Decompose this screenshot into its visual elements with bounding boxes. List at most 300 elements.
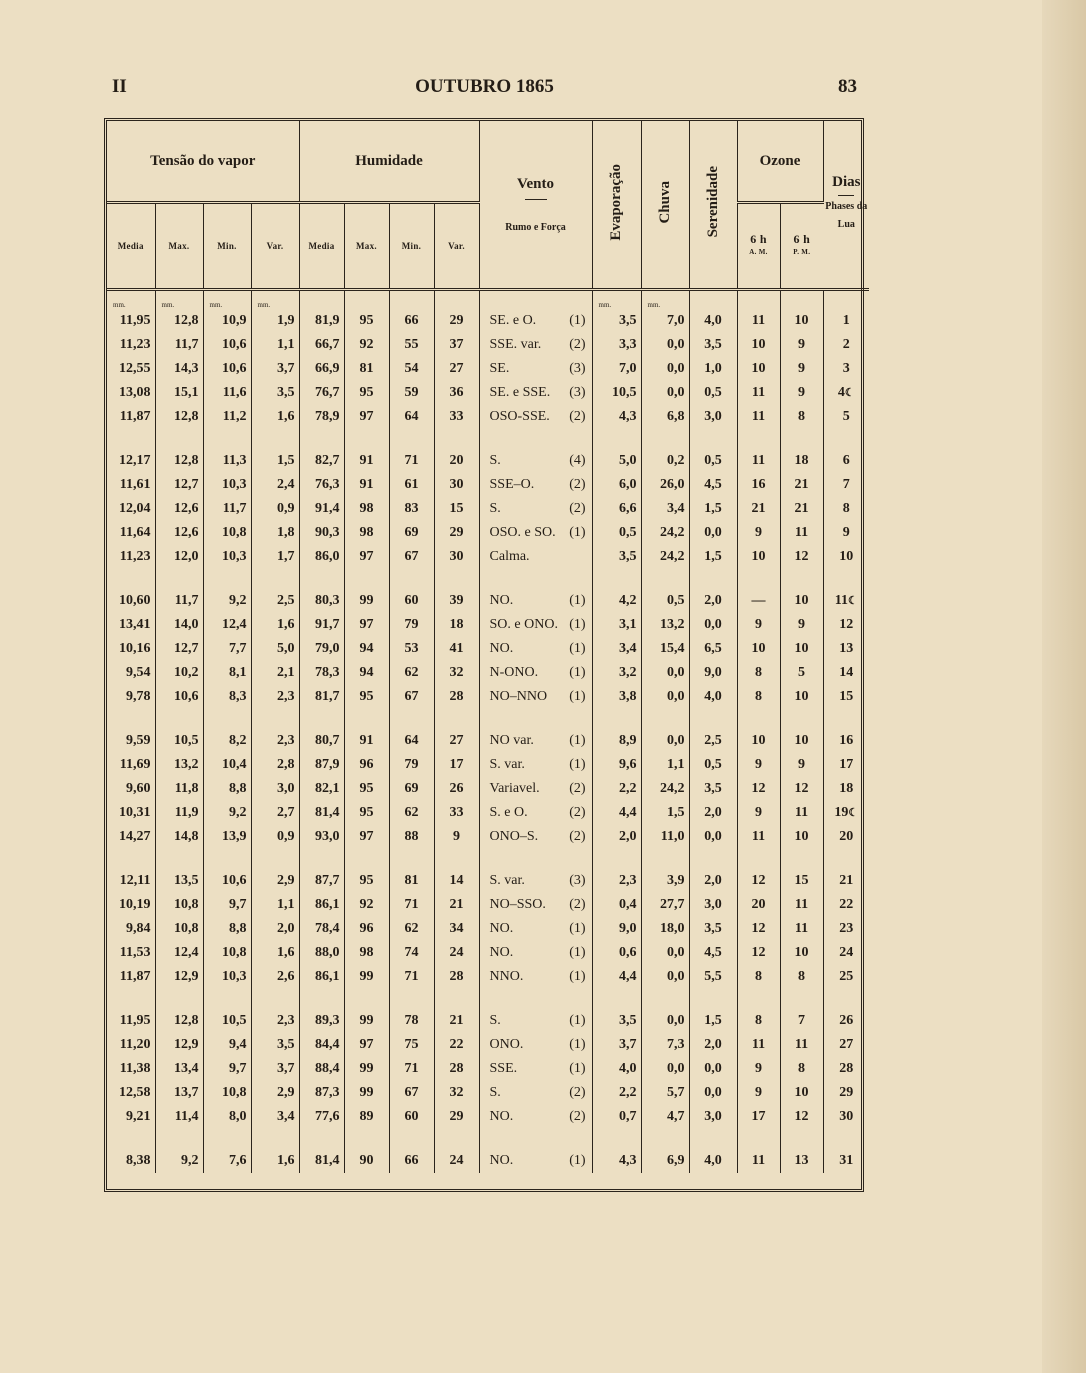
chuva-cell: 0,0 (641, 965, 689, 989)
chuva-cell: 24,2 (641, 777, 689, 801)
evaporacao-cell: 4,0 (592, 1057, 641, 1081)
tensao-min-cell: 10,8 (203, 1081, 251, 1105)
humidade-max-cell: 90 (344, 1149, 389, 1173)
humidade-min-cell: 67 (389, 685, 434, 709)
ozone-am-cell: 9 (737, 1081, 780, 1105)
humidade-max-cell: 95 (344, 309, 389, 333)
ozone-am-cell: 10 (737, 545, 780, 569)
day-number: 13 (839, 641, 854, 656)
tensao-var-cell: 3,0 (251, 777, 299, 801)
humidade-media-cell: 76,7 (299, 381, 344, 405)
humidade-media-cell: 90,3 (299, 521, 344, 545)
tensao-min-cell: 9,2 (203, 589, 251, 613)
header-tensao-var: Var. (251, 203, 299, 290)
meteorological-table (104, 118, 868, 1192)
humidade-max-cell: 96 (344, 917, 389, 941)
serenidade-cell: 4,0 (689, 1149, 737, 1173)
tensao-var-cell: 1,6 (251, 405, 299, 429)
humidade-min-cell: 62 (389, 917, 434, 941)
evaporacao-cell: 3,5 (592, 1009, 641, 1033)
tensao-var-cell: 2,3 (251, 729, 299, 753)
vento-cell (479, 777, 592, 801)
header-dias: Dias Phases da Lua (823, 121, 869, 290)
evaporacao-cell: 3,1 (592, 613, 641, 637)
humidade-max-cell: 89 (344, 1105, 389, 1129)
day-number: 23 (839, 921, 854, 936)
ozone-pm-cell: 10 (780, 825, 823, 849)
wind-force: (2) (569, 897, 586, 912)
ozone-pm-cell: 11 (780, 801, 823, 825)
tensao-min-cell: 9,4 (203, 1033, 251, 1057)
table-row (107, 801, 869, 825)
ozone-pm-cell: 11 (780, 1033, 823, 1057)
day-number: 10 (839, 549, 854, 564)
ozone-am-cell: 11 (737, 405, 780, 429)
chuva-cell: 24,2 (641, 545, 689, 569)
tensao-var-cell: 1,5 (251, 449, 299, 473)
humidade-min-cell: 71 (389, 449, 434, 473)
humidade-max-cell: 99 (344, 1057, 389, 1081)
vento-cell (479, 1149, 592, 1173)
humidade-var-cell: 17 (434, 753, 479, 777)
tensao-min-cell: 11,6 (203, 381, 251, 405)
tensao-min-cell: 9,7 (203, 1057, 251, 1081)
evaporacao-cell: 0,6 (592, 941, 641, 965)
humidade-min-cell: 62 (389, 801, 434, 825)
dia-cell (823, 357, 869, 381)
humidade-max-cell: 92 (344, 893, 389, 917)
humidade-var-cell: 33 (434, 801, 479, 825)
tensao-max-cell: 13,2 (155, 753, 203, 777)
table-row (107, 545, 869, 569)
day-number: 7 (842, 477, 850, 492)
ozone-am-cell: 11 (737, 1033, 780, 1057)
wind-direction: SO. e ONO. (489, 617, 558, 632)
ozone-am-cell: 11 (737, 825, 780, 849)
ozone-pm-cell: 9 (780, 357, 823, 381)
dia-cell (823, 521, 869, 545)
tensao-var-cell: 2,4 (251, 473, 299, 497)
dia-cell (823, 1149, 869, 1173)
humidade-max-cell: 91 (344, 449, 389, 473)
vento-cell (479, 753, 592, 777)
tensao-media-cell: 12,11 (107, 869, 155, 893)
humidade-min-cell: 67 (389, 545, 434, 569)
group-spacer (107, 569, 869, 589)
humidade-max-cell: 98 (344, 521, 389, 545)
ozone-pm-cell: 12 (780, 777, 823, 801)
tensao-max-cell: 11,8 (155, 777, 203, 801)
humidade-var-cell: 21 (434, 1009, 479, 1033)
tensao-var-cell: 2,8 (251, 753, 299, 777)
group-spacer (107, 709, 869, 729)
tensao-var-cell: 2,6 (251, 965, 299, 989)
humidade-min-cell: 55 (389, 333, 434, 357)
humidade-var-cell: 30 (434, 545, 479, 569)
unit-label: mm. (107, 290, 155, 310)
tensao-min-cell: 10,3 (203, 545, 251, 569)
ozone-pm-cell: 10 (780, 941, 823, 965)
serenidade-cell: 3,5 (689, 917, 737, 941)
chuva-cell: 5,7 (641, 1081, 689, 1105)
ozone-pm-cell: 11 (780, 893, 823, 917)
tensao-min-cell: 7,6 (203, 1149, 251, 1173)
wind-force: (1) (569, 641, 586, 656)
dia-cell (823, 333, 869, 357)
chuva-cell: 0,0 (641, 381, 689, 405)
chuva-cell: 6,8 (641, 405, 689, 429)
ozone-am-cell: 10 (737, 357, 780, 381)
day-number: 16 (839, 733, 854, 748)
humidade-min-cell: 81 (389, 869, 434, 893)
wind-force: (2) (569, 805, 586, 820)
tensao-min-cell: 10,5 (203, 1009, 251, 1033)
table-row (107, 869, 869, 893)
dia-cell (823, 473, 869, 497)
humidade-min-cell: 54 (389, 357, 434, 381)
wind-force: (2) (569, 1109, 586, 1124)
wind-direction: OSO. e SO. (489, 525, 556, 540)
humidade-min-cell: 64 (389, 729, 434, 753)
dia-cell (823, 1105, 869, 1129)
tensao-media-cell: 10,31 (107, 801, 155, 825)
ozone-am-cell: 8 (737, 685, 780, 709)
header-ozone: Ozone (737, 121, 823, 203)
evaporacao-cell: 0,7 (592, 1105, 641, 1129)
humidade-max-cell: 81 (344, 357, 389, 381)
tensao-media-cell: 11,95 (107, 309, 155, 333)
tensao-var-cell: 2,0 (251, 917, 299, 941)
wind-force: (2) (569, 1085, 586, 1100)
tensao-max-cell: 12,9 (155, 1033, 203, 1057)
tensao-media-cell: 11,53 (107, 941, 155, 965)
humidade-max-cell: 97 (344, 613, 389, 637)
table-row (107, 917, 869, 941)
vento-cell (479, 1009, 592, 1033)
chuva-cell: 26,0 (641, 473, 689, 497)
ozone-pm-cell: 18 (780, 449, 823, 473)
ozone-am-cell: 8 (737, 661, 780, 685)
chuva-cell: 0,5 (641, 589, 689, 613)
tensao-min-cell: 8,8 (203, 917, 251, 941)
tensao-max-cell: 14,3 (155, 357, 203, 381)
wind-force: (2) (569, 829, 586, 844)
evaporacao-cell: 6,6 (592, 497, 641, 521)
tensao-var-cell: 3,4 (251, 1105, 299, 1129)
humidade-max-cell: 95 (344, 381, 389, 405)
ozone-pm-cell: 10 (780, 309, 823, 333)
day-number: 29 (839, 1085, 854, 1100)
chuva-cell: 0,0 (641, 661, 689, 685)
tensao-min-cell: 10,3 (203, 473, 251, 497)
serenidade-cell: 4,5 (689, 941, 737, 965)
day-number: 28 (839, 1061, 854, 1076)
ozone-pm-cell: 5 (780, 661, 823, 685)
dia-cell (823, 869, 869, 893)
table-row (107, 381, 869, 405)
tensao-var-cell: 1,6 (251, 941, 299, 965)
humidade-media-cell: 81,4 (299, 801, 344, 825)
humidade-var-cell: 22 (434, 1033, 479, 1057)
header-humidade-media: Media (299, 203, 344, 290)
ozone-am-cell: 12 (737, 869, 780, 893)
tensao-min-cell: 8,2 (203, 729, 251, 753)
vento-cell (479, 801, 592, 825)
humidade-var-cell: 36 (434, 381, 479, 405)
group-spacer (107, 1129, 869, 1149)
dia-cell (823, 613, 869, 637)
wind-force: (3) (569, 873, 586, 888)
tensao-media-cell: 11,87 (107, 405, 155, 429)
ozone-am-cell: 9 (737, 1057, 780, 1081)
humidade-min-cell: 66 (389, 1149, 434, 1173)
humidade-max-cell: 96 (344, 753, 389, 777)
evaporacao-cell: 10,5 (592, 381, 641, 405)
humidade-media-cell: 76,3 (299, 473, 344, 497)
humidade-var-cell: 39 (434, 589, 479, 613)
humidade-media-cell: 78,9 (299, 405, 344, 429)
ozone-am-cell: 11 (737, 1149, 780, 1173)
tensao-min-cell: 9,2 (203, 801, 251, 825)
humidade-min-cell: 69 (389, 521, 434, 545)
evaporacao-cell: 7,0 (592, 357, 641, 381)
humidade-media-cell: 86,1 (299, 965, 344, 989)
table-row (107, 893, 869, 917)
wind-direction: ONO. (489, 1037, 524, 1052)
humidade-min-cell: 67 (389, 1081, 434, 1105)
dia-cell (823, 545, 869, 569)
day-number: 19 (834, 805, 849, 820)
humidade-min-cell: 71 (389, 893, 434, 917)
humidade-media-cell: 80,7 (299, 729, 344, 753)
table-row (107, 753, 869, 777)
table-row (107, 521, 869, 545)
evaporacao-cell: 2,0 (592, 825, 641, 849)
tensao-max-cell: 10,5 (155, 729, 203, 753)
humidade-var-cell: 41 (434, 637, 479, 661)
tensao-min-cell: 8,8 (203, 777, 251, 801)
humidade-max-cell: 97 (344, 1033, 389, 1057)
tensao-min-cell: 8,3 (203, 685, 251, 709)
humidade-max-cell: 95 (344, 801, 389, 825)
vento-cell (479, 521, 592, 545)
day-number: 20 (839, 829, 854, 844)
unit-label: mm. (203, 290, 251, 310)
humidade-media-cell: 88,0 (299, 941, 344, 965)
ozone-pm-cell: 12 (780, 545, 823, 569)
humidade-var-cell: 24 (434, 1149, 479, 1173)
ozone-pm-cell: 10 (780, 589, 823, 613)
humidade-media-cell: 78,3 (299, 661, 344, 685)
page-title: OUTUBRO 1865 (415, 76, 554, 97)
humidade-media-cell: 86,0 (299, 545, 344, 569)
unit-label: mm. (251, 290, 299, 310)
wind-force: (1) (569, 665, 586, 680)
tensao-max-cell: 9,2 (155, 1149, 203, 1173)
tensao-min-cell: 11,2 (203, 405, 251, 429)
dia-cell (823, 801, 869, 825)
header-humidade-min: Min. (389, 203, 434, 290)
vento-cell (479, 1033, 592, 1057)
serenidade-cell: 0,0 (689, 613, 737, 637)
evaporacao-cell: 3,2 (592, 661, 641, 685)
tensao-min-cell: 10,6 (203, 869, 251, 893)
humidade-media-cell: 77,6 (299, 1105, 344, 1129)
serenidade-cell: 0,0 (689, 825, 737, 849)
chuva-cell: 11,0 (641, 825, 689, 849)
ozone-pm-cell: 15 (780, 869, 823, 893)
ozone-am-cell: 10 (737, 333, 780, 357)
evaporacao-cell: 2,2 (592, 1081, 641, 1105)
vento-cell (479, 333, 592, 357)
wind-force: (4) (569, 453, 586, 468)
wind-force: (1) (569, 1153, 586, 1168)
humidade-var-cell: 34 (434, 917, 479, 941)
vento-cell (479, 613, 592, 637)
humidade-var-cell: 33 (434, 405, 479, 429)
humidade-min-cell: 59 (389, 381, 434, 405)
vento-cell (479, 825, 592, 849)
vento-cell (479, 309, 592, 333)
tensao-var-cell: 1,1 (251, 893, 299, 917)
dia-cell (823, 449, 869, 473)
vento-cell (479, 685, 592, 709)
tensao-var-cell: 3,5 (251, 1033, 299, 1057)
wind-direction: Variavel. (489, 781, 540, 796)
wind-direction: NNO. (489, 969, 524, 984)
ozone-am-cell: 9 (737, 801, 780, 825)
ozone-pm-cell: 8 (780, 405, 823, 429)
chuva-cell: 15,4 (641, 637, 689, 661)
chuva-cell: 0,0 (641, 1057, 689, 1081)
chuva-cell: 0,0 (641, 357, 689, 381)
ozone-am-cell: 11 (737, 309, 780, 333)
tensao-max-cell: 10,2 (155, 661, 203, 685)
table-row (107, 497, 869, 521)
humidade-var-cell: 24 (434, 941, 479, 965)
wind-force: (1) (569, 689, 586, 704)
humidade-media-cell: 81,7 (299, 685, 344, 709)
tensao-min-cell: 10,8 (203, 521, 251, 545)
wind-direction: NO. (489, 1109, 514, 1124)
humidade-min-cell: 71 (389, 965, 434, 989)
tensao-media-cell: 11,87 (107, 965, 155, 989)
ozone-am-cell: 21 (737, 497, 780, 521)
dia-cell (823, 1057, 869, 1081)
vento-cell (479, 449, 592, 473)
dia-cell (823, 1009, 869, 1033)
day-number: 30 (839, 1109, 854, 1124)
tensao-max-cell: 11,7 (155, 589, 203, 613)
table-row (107, 333, 869, 357)
humidade-min-cell: 78 (389, 1009, 434, 1033)
section-number: II (112, 76, 127, 97)
humidade-min-cell: 53 (389, 637, 434, 661)
serenidade-cell: 4,0 (689, 685, 737, 709)
tensao-media-cell: 10,16 (107, 637, 155, 661)
tensao-media-cell: 11,23 (107, 545, 155, 569)
ozone-pm-cell: 8 (780, 1057, 823, 1081)
evaporacao-cell: 9,0 (592, 917, 641, 941)
tensao-min-cell: 10,6 (203, 333, 251, 357)
serenidade-cell: 9,0 (689, 661, 737, 685)
chuva-cell: 7,3 (641, 1033, 689, 1057)
table-row (107, 729, 869, 753)
day-number: 25 (839, 969, 854, 984)
ozone-am-cell: 10 (737, 637, 780, 661)
humidade-var-cell: 27 (434, 729, 479, 753)
header-serenidade: Serenidade (689, 121, 737, 290)
humidade-media-cell: 89,3 (299, 1009, 344, 1033)
humidade-max-cell: 94 (344, 661, 389, 685)
serenidade-cell: 3,5 (689, 777, 737, 801)
dia-cell (823, 405, 869, 429)
wind-direction: ONO–S. (489, 829, 539, 844)
tensao-media-cell: 11,61 (107, 473, 155, 497)
dia-cell (823, 637, 869, 661)
dia-cell (823, 941, 869, 965)
header-phases-lua: Phases da Lua (825, 201, 868, 230)
tensao-max-cell: 12,6 (155, 521, 203, 545)
tensao-var-cell: 2,9 (251, 869, 299, 893)
evaporacao-cell: 2,2 (592, 777, 641, 801)
humidade-var-cell: 29 (434, 1105, 479, 1129)
tensao-var-cell: 1,6 (251, 1149, 299, 1173)
humidade-max-cell: 99 (344, 1081, 389, 1105)
humidade-min-cell: 74 (389, 941, 434, 965)
ozone-am-cell: 11 (737, 381, 780, 405)
wind-direction: OSO-SSE. (489, 409, 550, 424)
table-row (107, 685, 869, 709)
serenidade-cell: 0,0 (689, 1057, 737, 1081)
evaporacao-cell: 4,2 (592, 589, 641, 613)
tensao-min-cell: 12,4 (203, 613, 251, 637)
dia-cell (823, 497, 869, 521)
evaporacao-cell: 6,0 (592, 473, 641, 497)
table-row (107, 1009, 869, 1033)
tensao-min-cell: 13,9 (203, 825, 251, 849)
tensao-max-cell: 14,8 (155, 825, 203, 849)
wind-direction: S. var. (489, 757, 525, 772)
serenidade-cell: 3,0 (689, 893, 737, 917)
ozone-pm-cell: 11 (780, 917, 823, 941)
tensao-media-cell: 12,17 (107, 449, 155, 473)
wind-force: (1) (569, 593, 586, 608)
tensao-var-cell: 1,7 (251, 545, 299, 569)
wind-force: (2) (569, 501, 586, 516)
header-vento: Vento Rumo e Força (479, 121, 592, 290)
table-row (107, 661, 869, 685)
tensao-media-cell: 9,54 (107, 661, 155, 685)
dia-cell (823, 661, 869, 685)
wind-direction: SSE. var. (489, 337, 542, 352)
tensao-media-cell: 10,60 (107, 589, 155, 613)
serenidade-cell: 0,5 (689, 381, 737, 405)
tensao-media-cell: 9,21 (107, 1105, 155, 1129)
table-row (107, 637, 869, 661)
day-number: 4 (837, 385, 845, 400)
tensao-var-cell: 1,1 (251, 333, 299, 357)
wind-force: (3) (569, 385, 586, 400)
tensao-media-cell: 9,60 (107, 777, 155, 801)
tensao-min-cell: 7,7 (203, 637, 251, 661)
tensao-max-cell: 12,6 (155, 497, 203, 521)
tensao-max-cell: 13,7 (155, 1081, 203, 1105)
wind-direction: NO. (489, 921, 514, 936)
table-row (107, 449, 869, 473)
ozone-am-cell: 10 (737, 729, 780, 753)
tensao-media-cell: 10,19 (107, 893, 155, 917)
